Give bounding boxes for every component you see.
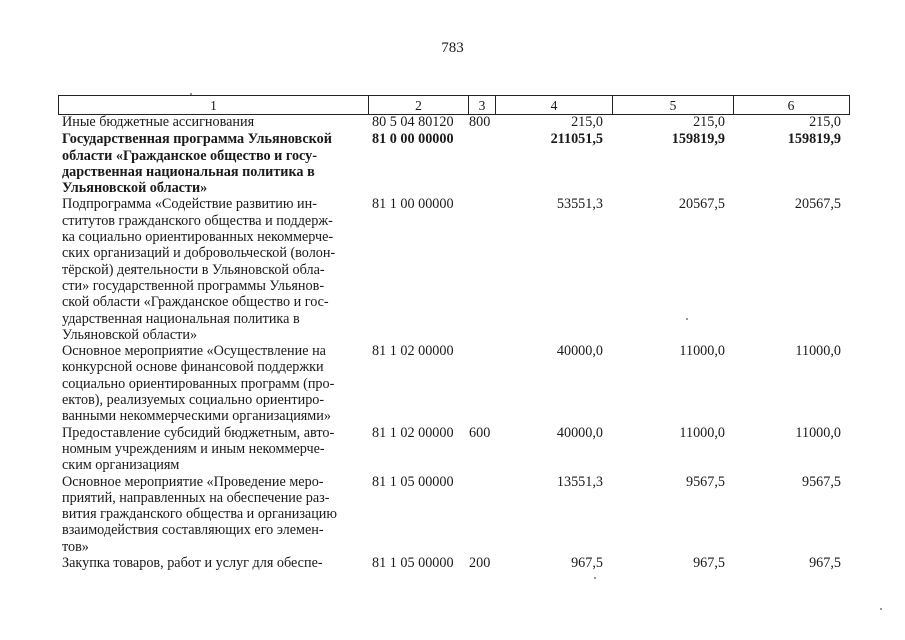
description-line: Основное мероприятие «Проведение меро- xyxy=(62,473,324,490)
amount-col-6: 159819,9 xyxy=(787,131,841,148)
amount-col-5: 11000,0 xyxy=(679,424,725,441)
description-line: тёрской) деятельности в Ульяновской обла- xyxy=(62,261,325,278)
budget-code: 81 1 00 00000 xyxy=(372,196,454,213)
amount-col-5: 11000,0 xyxy=(679,343,725,360)
row-description xyxy=(62,131,360,196)
header-col-4: 4 xyxy=(496,96,613,114)
row-description xyxy=(62,474,360,555)
description-line: тов» xyxy=(62,538,89,555)
header-col-1: 1 xyxy=(59,96,369,114)
header-col-5: 5 xyxy=(613,96,734,114)
budget-code: 81 1 02 00000 xyxy=(372,343,454,360)
amount-col-6: 20567,5 xyxy=(794,196,841,213)
header-col-6: 6 xyxy=(787,98,795,113)
amount-col-6: 11000,0 xyxy=(795,343,841,360)
table-body xyxy=(0,114,905,571)
amount-col-5: 967,5 xyxy=(693,555,725,572)
description-line: взаимодействия составляющих его элемен- xyxy=(62,522,324,539)
row-description xyxy=(62,425,360,474)
amount-col-4: 40000,0 xyxy=(556,424,603,441)
description-line: конкурсной основе финансовой поддержки xyxy=(62,359,324,376)
description-line: сти» государственной программы Ульянов- xyxy=(62,277,325,294)
description-line: ским организациям xyxy=(62,457,180,474)
description-line: дарственная национальная политика в xyxy=(62,163,315,180)
amount-col-4: 53551,3 xyxy=(556,196,603,213)
description-line: социально ориентированных программ (про- xyxy=(62,375,335,392)
scan-speck xyxy=(594,577,596,579)
description-line: Ульяновской области» xyxy=(62,326,198,343)
budget-code: 81 0 00 00000 xyxy=(372,131,454,148)
description-line: ектов), реализуемых социально ориентиро- xyxy=(62,392,325,409)
amount-col-4: 211051,5 xyxy=(550,131,603,148)
table-row xyxy=(0,343,905,425)
amount-col-6: 215,0 xyxy=(809,114,841,130)
expense-type: 200 xyxy=(469,555,491,572)
description-line: Подпрограмма «Содействие развитию ин- xyxy=(62,196,317,213)
description-line: Иные бюджетные ассигнования xyxy=(62,114,255,130)
description-line: номным учреждениям и иным некоммерче- xyxy=(62,440,325,457)
amount-col-6: 967,5 xyxy=(809,555,841,572)
table-row xyxy=(0,425,905,474)
amount-col-5: 20567,5 xyxy=(678,196,725,213)
description-line: ванными некоммерческими организациями» xyxy=(62,408,331,425)
description-line: ка социально ориентированных некоммерче- xyxy=(62,229,334,246)
header-col-2: 2 xyxy=(369,96,469,114)
row-description xyxy=(62,114,360,130)
amount-col-5: 9567,5 xyxy=(685,473,725,490)
description-line: Закупка товаров, работ и услуг для обеспе- xyxy=(62,555,323,572)
header-col-3: 3 xyxy=(469,96,496,114)
description-line: вития гражданского общества и организацию xyxy=(62,506,337,523)
description-line: Ульяновской области» xyxy=(62,180,208,197)
description-line: области «Гражданское общество и госу- xyxy=(62,147,317,164)
description-line: ударственная национальная политика в xyxy=(62,310,300,327)
table-row xyxy=(0,114,905,130)
budget-code: 81 1 05 00000 xyxy=(372,473,454,490)
table-row xyxy=(0,196,905,343)
description-line: Основное мероприятие «Осуществление на xyxy=(62,343,326,360)
table-row xyxy=(0,474,905,556)
page-number: 783 xyxy=(441,40,464,56)
amount-col-5: 159819,9 xyxy=(671,131,725,148)
scan-speck xyxy=(686,318,688,320)
description-line: ских организаций и добровольческой (волон- xyxy=(62,245,336,262)
expense-type: 800 xyxy=(469,114,491,130)
amount-col-4: 40000,0 xyxy=(556,343,603,360)
row-description xyxy=(62,555,360,571)
amount-col-4: 215,0 xyxy=(571,114,603,130)
row-description xyxy=(62,196,360,343)
scan-speck xyxy=(190,93,192,95)
amount-col-6: 11000,0 xyxy=(795,424,841,441)
description-line: приятий, направленных на обеспечение раз- xyxy=(62,489,330,506)
amount-col-4: 967,5 xyxy=(571,555,603,572)
table-header xyxy=(58,95,850,115)
amount-col-4: 13551,3 xyxy=(556,473,603,490)
expense-type: 600 xyxy=(469,424,491,441)
description-line: Государственная программа Ульяновской xyxy=(62,131,332,148)
scan-speck xyxy=(880,608,882,610)
budget-code: 81 1 05 00000 xyxy=(372,555,454,572)
amount-col-5: 215,0 xyxy=(693,114,725,130)
budget-code: 81 1 02 00000 xyxy=(372,424,454,441)
amount-col-6: 9567,5 xyxy=(801,473,841,490)
description-line: Предоставление субсидий бюджетным, авто- xyxy=(62,424,335,441)
description-line: ститутов гражданского общества и поддерж- xyxy=(62,212,333,229)
table-row xyxy=(0,555,905,571)
budget-code: 80 5 04 80120 xyxy=(372,114,454,130)
row-description xyxy=(62,343,360,424)
description-line: ской области «Гражданское общество и гос- xyxy=(62,294,329,311)
table-row xyxy=(0,131,905,196)
